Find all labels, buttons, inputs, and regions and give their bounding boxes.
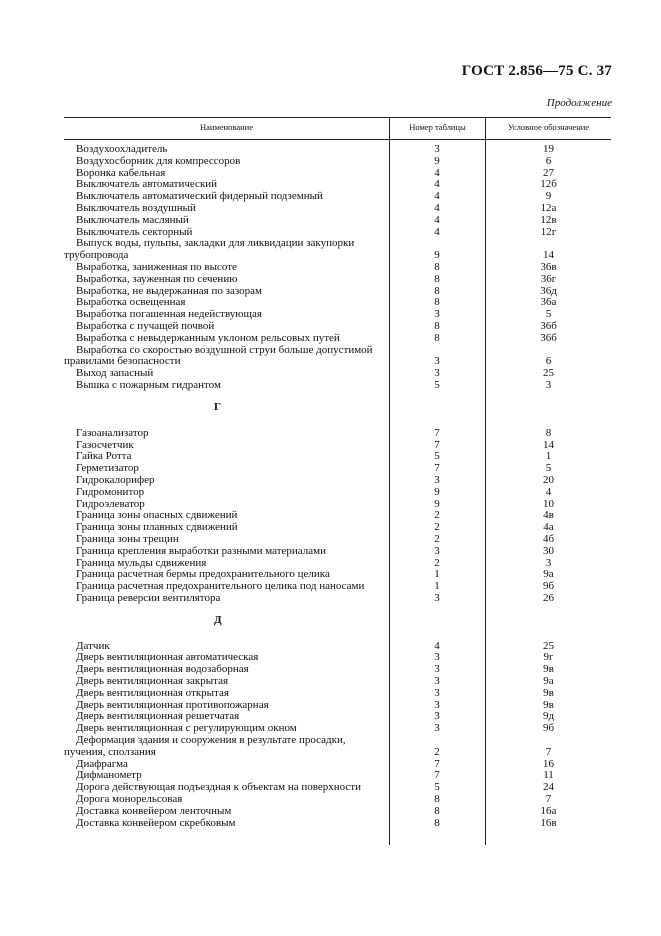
row-table-number: 4 [434, 190, 440, 203]
row-table-number: 3 [434, 698, 440, 711]
row-table-number: 9 [434, 154, 440, 167]
row-name: Герметизатор [76, 462, 139, 475]
row-symbol-code: 3 [545, 378, 552, 391]
row-name: Дверь вентиляционная противопожарная [76, 698, 269, 711]
table-row [64, 345, 611, 369]
table-row [64, 440, 611, 452]
table-row [64, 215, 611, 227]
row-symbol-code: 11 [543, 769, 554, 782]
table-body [64, 140, 611, 829]
row-table-number: 9 [434, 249, 440, 262]
row-symbol-code: 12г [540, 225, 557, 238]
row-name: Дифманометр [76, 769, 142, 782]
row-table-number: 7 [434, 757, 440, 770]
row-name: Выключатель воздушный [76, 201, 196, 214]
row-name: Граница мульды сдвижения [76, 556, 207, 569]
row-name: Дорога монорельсовая [76, 793, 183, 806]
row-symbol-code: 9г [543, 651, 554, 664]
row-symbol-code: 6 [545, 355, 552, 368]
row-table-number: 4 [434, 213, 440, 226]
row-table-number: 8 [434, 793, 440, 806]
row-table-number: 7 [434, 462, 440, 475]
row-name: Граница зоны плавных сдвижений [76, 521, 238, 534]
row-symbol-code: 6 [545, 154, 552, 167]
row-name: Дверь вентиляционная решетчатая [76, 710, 240, 723]
row-name: Выработка, не выдержанная по зазорам [76, 284, 262, 297]
row-symbol-code: 36б [540, 331, 557, 344]
row-name: Граница крепления выработки разными материалами [76, 544, 326, 557]
letter-heading: Г [214, 400, 221, 413]
row-table-number: 4 [434, 166, 440, 179]
row-table-number: 8 [434, 331, 440, 344]
row-table-number: 3 [434, 651, 440, 664]
row-name: Выработка погашенная недействующая [76, 308, 262, 321]
table-row [64, 735, 611, 759]
table-row [64, 262, 611, 274]
row-symbol-code: 4 [545, 485, 552, 498]
row-name: Выключатель масляный [76, 213, 189, 226]
row-symbol-code: 9а [543, 568, 554, 581]
row-symbol-code: 12а [540, 201, 557, 214]
table-row [64, 806, 611, 818]
row-symbol-code: 36г [540, 272, 557, 285]
row-symbol-code: 4а [543, 521, 554, 534]
row-name: Доставка конвейером скребковым [76, 816, 236, 829]
symbols-table [64, 117, 611, 829]
row-name: Дорога действующая подъездная к объектам на поверхности [76, 781, 361, 794]
table-row [64, 451, 611, 463]
table-row [64, 818, 611, 830]
row-symbol-code: 26 [543, 591, 554, 604]
row-table-number: 7 [434, 769, 440, 782]
row-table-number: 3 [434, 544, 440, 557]
row-name: Гидроэлеватор [76, 497, 145, 510]
row-name: Граница зоны трещин [76, 532, 179, 545]
row-table-number: 2 [434, 521, 440, 534]
row-table-number: 3 [434, 355, 440, 368]
row-name: Выработка с невыдержанным уклоном рельсовых путей [76, 331, 340, 344]
group-д [64, 641, 611, 830]
row-table-number: 8 [434, 804, 440, 817]
row-symbol-code: 9б [542, 580, 555, 593]
page-header: ГОСТ 2.856—75 С. 37 [461, 63, 612, 79]
row-name: Доставка конвейером ленточным [76, 804, 232, 817]
row-table-number: 3 [434, 686, 440, 699]
row-table-number: 1 [434, 568, 440, 581]
row-name: Граница реверсии вентилятора [76, 591, 221, 604]
table-row [64, 333, 611, 345]
row-name: Выпуск воды, пульпы, закладки для ликвидации закупорки трубопровода [64, 237, 355, 262]
row-symbol-code: 16 [543, 757, 554, 770]
row-table-number: 8 [434, 260, 440, 273]
row-table-number: 8 [434, 272, 440, 285]
row-table-number: 3 [434, 308, 440, 321]
row-table-number: 9 [434, 485, 440, 498]
row-symbol-code: 4в [543, 509, 554, 522]
row-name: Дверь вентиляционная закрытая [76, 675, 229, 688]
row-table-number: 9 [434, 497, 440, 510]
row-symbol-code: 14 [543, 249, 554, 262]
row-table-number: 5 [434, 378, 440, 391]
row-symbol-code: 19 [543, 143, 554, 155]
row-table-number: 8 [434, 296, 440, 309]
row-name: Дверь вентиляционная автоматическая [76, 651, 259, 664]
group-в [64, 144, 611, 392]
row-symbol-code: 4б [542, 532, 555, 545]
row-table-number: 3 [434, 663, 440, 676]
table-row [64, 475, 611, 487]
row-symbol-code: 12б [540, 178, 557, 191]
row-name: Дверь вентиляционная открытая [76, 686, 229, 699]
table-header [64, 117, 611, 140]
row-symbol-code: 9в [543, 698, 554, 711]
row-symbol-code: 9б [542, 722, 555, 735]
row-name: Дверь вентиляционная с регулирующим окном [76, 722, 297, 735]
table-row [64, 593, 611, 605]
row-symbol-code: 5 [545, 308, 552, 321]
row-name: Дверь вентиляционная водозаборная [76, 663, 249, 676]
row-table-number: 2 [434, 532, 440, 545]
row-table-number: 2 [434, 556, 440, 569]
row-table-number: 5 [434, 781, 440, 794]
row-table-number: 3 [434, 367, 440, 380]
table-row [64, 428, 611, 440]
row-symbol-code: 3 [545, 556, 552, 569]
row-symbol-code: 9в [543, 686, 554, 699]
row-symbol-code: 16в [540, 816, 557, 829]
row-name: Газосчетчик [76, 438, 134, 451]
row-name: Выработка освещенная [76, 296, 186, 309]
row-name: Деформация здания и сооружения в результате просадки, пучения, сползания [64, 734, 346, 758]
table-row [64, 156, 611, 168]
table-row [64, 380, 611, 392]
row-table-number: 3 [434, 675, 440, 688]
row-name: Гайка Ротта [76, 450, 132, 463]
row-table-number: 3 [434, 722, 440, 735]
row-table-number: 3 [434, 710, 440, 723]
row-symbol-code: 9 [545, 190, 552, 203]
row-table-number: 7 [434, 426, 440, 439]
column-header-table-no: Номер таблицы [409, 122, 466, 132]
table-row [64, 487, 611, 499]
table-row [64, 274, 611, 286]
row-name: Граница расчетная бермы предохранительного целика [76, 568, 330, 581]
row-name: Гидромонитор [76, 485, 145, 498]
row-symbol-code: 36д [540, 284, 557, 297]
row-symbol-code: 36в [540, 260, 557, 273]
letter-heading: Д [214, 613, 222, 626]
row-table-number: 8 [434, 284, 440, 297]
row-symbol-code: 30 [543, 544, 554, 557]
row-name: Газоанализатор [76, 426, 149, 439]
row-symbol-code: 7 [545, 745, 552, 758]
row-symbol-code: 24 [543, 781, 554, 794]
row-symbol-code: 27 [543, 166, 554, 179]
row-table-number: 4 [434, 201, 440, 214]
row-symbol-code: 25 [543, 639, 554, 652]
row-symbol-code: 16а [540, 804, 557, 817]
row-table-number: 3 [434, 143, 440, 155]
row-symbol-code: 9д [542, 710, 555, 723]
row-name: Воздухоохладитель [76, 143, 168, 155]
column-header-name: Наименование [200, 122, 253, 132]
row-name: Воздухосборник для компрессоров [76, 154, 241, 167]
row-table-number: 7 [434, 438, 440, 451]
group-г [64, 428, 611, 605]
row-symbol-code: 36б [540, 319, 557, 332]
table-row [64, 238, 611, 262]
row-symbol-code: 10 [543, 497, 554, 510]
row-table-number: 4 [434, 225, 440, 238]
row-symbol-code: 20 [543, 473, 554, 486]
row-name: Диафрагма [76, 757, 128, 770]
table-row [64, 759, 611, 771]
row-table-number: 1 [434, 580, 440, 593]
row-name: Граница расчетная предохранительного целика под наносами [76, 580, 365, 593]
row-symbol-code: 1 [545, 450, 552, 463]
table-row [64, 203, 611, 215]
row-name: Выработка, зауженная по сечению [76, 272, 238, 285]
row-name: Выход запасный [76, 367, 154, 380]
row-symbol-code: 9а [543, 675, 554, 688]
row-table-number: 2 [434, 745, 440, 758]
row-name: Выработка со скоростью воздушной струи больше допустимой правилами безопасности [64, 343, 373, 368]
column-header-code: Условное обозначение [507, 122, 590, 132]
row-symbol-code: 14 [543, 438, 554, 451]
row-table-number: 3 [434, 591, 440, 604]
row-table-number: 8 [434, 816, 440, 829]
row-name: Выключатель автоматический фидерный подземный [76, 190, 323, 203]
row-symbol-code: 5 [545, 462, 552, 475]
row-name: Выработка, заниженная по высоте [76, 260, 237, 273]
row-table-number: 3 [434, 473, 440, 486]
row-name: Вышка с пожарным гидрантом [76, 378, 221, 391]
row-table-number: 8 [434, 319, 440, 332]
row-symbol-code: 7 [545, 793, 552, 806]
continuation-label: Продолжение [546, 97, 612, 109]
row-name: Гидрокалорифер [76, 473, 155, 486]
row-table-number: 4 [434, 639, 440, 652]
row-symbol-code: 25 [543, 367, 554, 380]
table-row [64, 321, 611, 333]
table-row [64, 546, 611, 558]
row-name: Граница зоны опасных сдвижений [76, 509, 238, 522]
row-table-number: 2 [434, 509, 440, 522]
row-name: Выработка с пучащей почвой [76, 319, 215, 332]
table-row [64, 688, 611, 700]
row-symbol-code: 12в [540, 213, 557, 226]
row-name: Воронка кабельная [76, 166, 166, 179]
row-symbol-code: 9в [543, 663, 554, 676]
row-name: Выключатель секторный [76, 225, 193, 238]
row-table-number: 5 [434, 450, 440, 463]
row-name: Выключатель автоматический [76, 178, 218, 191]
row-symbol-code: 36а [540, 296, 557, 309]
row-table-number: 4 [434, 178, 440, 191]
row-symbol-code: 8 [545, 426, 552, 439]
table-row [64, 534, 611, 546]
row-name: Датчик [76, 639, 110, 652]
